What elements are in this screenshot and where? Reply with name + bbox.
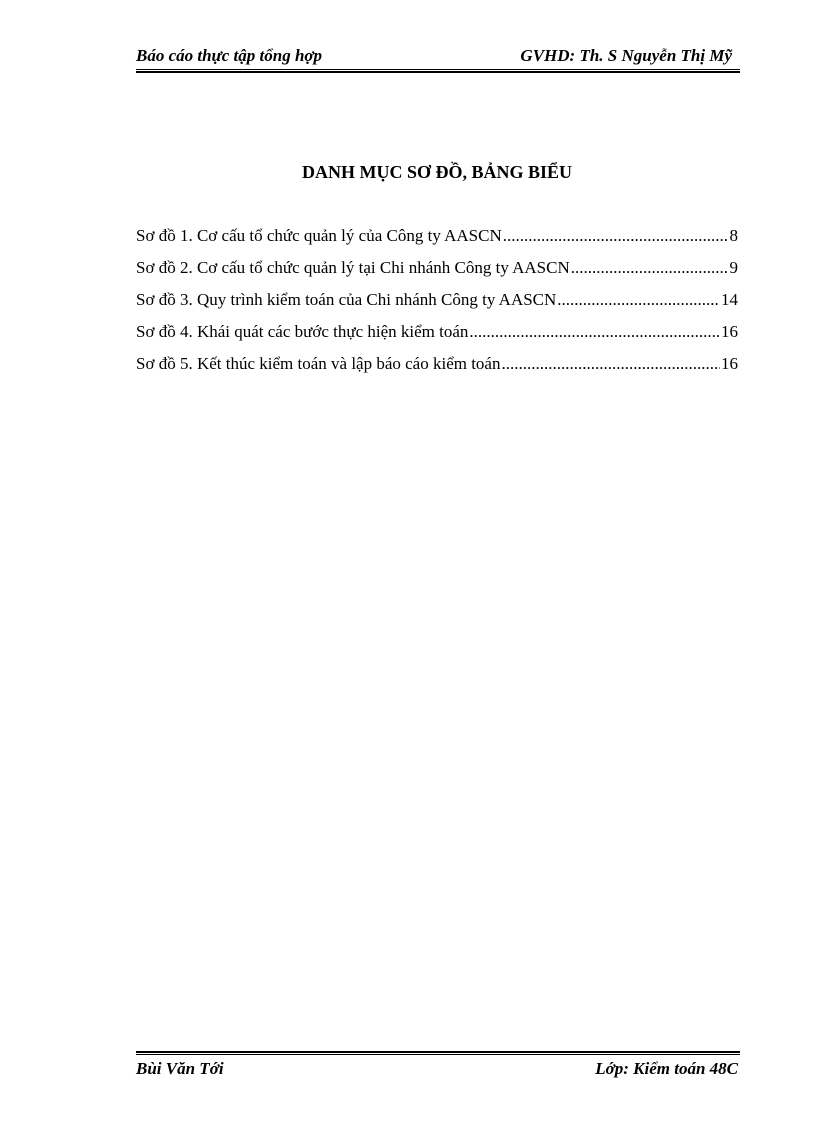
header-rule-thick: [136, 71, 740, 73]
toc-leader-dots: [501, 352, 720, 376]
toc-entry: [136, 288, 738, 320]
toc-entry-page: 8: [729, 226, 738, 245]
footer-rule-thick: [136, 1051, 740, 1053]
page-header: [136, 44, 738, 68]
toc-entry: [136, 256, 738, 288]
header-supervisor: GVHD: Th. S Nguyễn Thị Mỹ: [520, 46, 732, 65]
toc-entry-label: Sơ đồ 1. Cơ cấu tổ chức quản lý của Công ty AASCN: [136, 226, 502, 245]
toc-entry-page: 16: [721, 354, 738, 373]
toc-entry: [136, 224, 738, 256]
toc-leader-dots: [469, 320, 720, 344]
toc-leader-dots: [503, 224, 729, 248]
toc-entry-label: Sơ đồ 5. Kết thúc kiểm toán và lập báo cáo kiểm toán: [136, 354, 501, 373]
figure-list: [136, 224, 738, 384]
toc-entry-page: 14: [721, 290, 738, 309]
toc-leader-dots: [571, 256, 729, 280]
footer-class: Lớp: Kiểm toán 48C: [595, 1059, 738, 1078]
footer-rule-thin: [136, 1054, 740, 1055]
toc-entry-label: Sơ đồ 3. Quy trình kiểm toán của Chi nhánh Công ty AASCN: [136, 290, 557, 309]
toc-entry-page: 9: [729, 258, 738, 277]
toc-leader-dots: [557, 288, 720, 312]
page-title: DANH MỤC SƠ ĐỒ, BẢNG BIỂU: [301, 162, 573, 182]
footer-author: Bùi Văn Tới: [136, 1059, 224, 1078]
toc-entry-label: Sơ đồ 2. Cơ cấu tổ chức quản lý tại Chi nhánh Công ty AASCN: [136, 258, 570, 277]
toc-entry: [136, 352, 738, 384]
header-report-title: Báo cáo thực tập tổng hợp: [136, 46, 323, 65]
toc-entry-page: 16: [721, 322, 738, 341]
toc-entry: [136, 320, 738, 352]
header-rule-thin: [136, 69, 740, 70]
toc-entry-label: Sơ đồ 4. Khái quát các bước thực hiện kiểm toán: [136, 322, 469, 341]
